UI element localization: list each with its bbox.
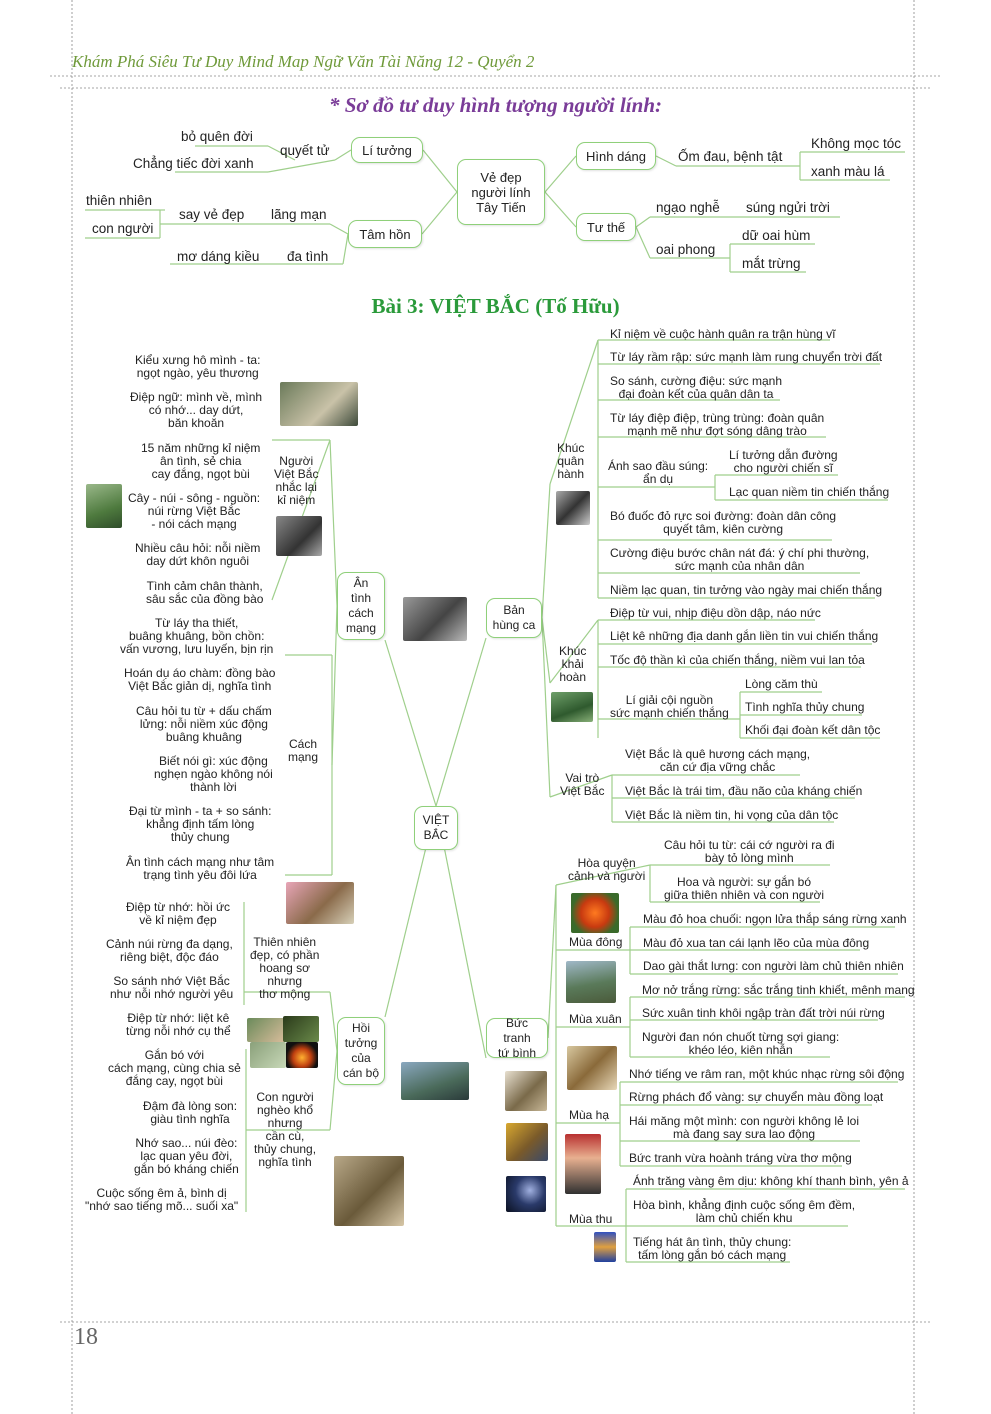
photo-tree <box>283 1016 319 1042</box>
running-header: Khám Phá Siêu Tư Duy Mind Map Ngữ Văn Tài Năng 12 - Quyển 2 <box>72 52 535 71</box>
cn-leaf-1: Gắn bó với cách mạng, cùng chia sẻ đắng cay, ngọt bùi <box>108 1048 241 1088</box>
li-giai-leaf-1: Lòng căm thù <box>745 677 818 691</box>
tu-the-node: Tư thế <box>576 213 636 241</box>
connector-line <box>636 217 650 227</box>
mua-xuan-label: Mùa xuân <box>569 1012 622 1026</box>
photo-landscape <box>401 1062 469 1100</box>
khuc-quan-hanh-label: Khúc quân hành <box>557 441 585 481</box>
da-tinh-label: đa tình <box>287 249 329 264</box>
khuc-khai-hoan-label: Khúc khải hoàn <box>559 644 587 684</box>
cn-leaf-4: Cuộc sống êm ả, bình dị "nhớ sao tiếng mõ... suối xa" <box>85 1186 239 1213</box>
mx-leaf-1: Mơ nở trắng rừng: sắc trắng tinh khiết, mênh mang <box>642 983 915 997</box>
bo-quen-doi-label: bỏ quên đời <box>181 129 253 144</box>
mh-leaf-2: Rừng phách đổ vàng: sự chuyển màu đồng loạt <box>629 1090 884 1104</box>
photo-bushes <box>334 1156 404 1226</box>
photo-fire <box>286 1042 318 1068</box>
connector-line <box>545 156 576 192</box>
photo-red-flower <box>571 893 619 933</box>
kqh-leaf-2: Từ láy rầm rập: sức mạnh làm rung chuyển trời đất <box>610 350 883 364</box>
khong-moc-toc-label: Không mọc tóc <box>811 136 902 151</box>
an-tinh-node: Ân tình cách mạng <box>337 572 385 640</box>
hq-leaf-1: Câu hỏi tu từ: cái cớ người ra đi bày tỏ lòng mình <box>664 838 835 865</box>
connector-line <box>335 150 351 160</box>
vt-leaf-3: Việt Bắc là niềm tin, hi vọng của dân tộc <box>625 808 839 822</box>
kqh-leaf-7: Niềm lạc quan, tin tưởng vào ngày mai chiến thắng <box>610 583 883 597</box>
photo-person <box>565 1134 601 1194</box>
connector-line <box>330 224 348 234</box>
vt-leaf-1: Việt Bắc là quê hương cách mạng, căn cứ địa vững chắc <box>625 747 811 774</box>
connector-line <box>548 885 556 1038</box>
connector-line <box>656 156 676 166</box>
photo-singer <box>594 1232 616 1262</box>
map1-center-node: Vẻ đẹp người lính Tây Tiến <box>457 159 545 225</box>
du-oai-hum-label: dữ oai hùm <box>742 228 811 243</box>
anh-sao-leaf-1: Lí tưởng dẫn đường cho người chiến sĩ <box>729 448 838 475</box>
connector-line <box>330 1051 337 1130</box>
con-nguoi-vb-label: Con người nghèo khổ nhưng cần cù, thủy chung, nghĩa tình <box>254 1090 317 1169</box>
nvb-leaf-5: Nhiều câu hỏi: nỗi niềm day dứt khôn nguôi <box>135 541 261 568</box>
mx-leaf-2: Sức xuân tinh khôi ngập tràn đất trời núi rừng <box>642 1006 885 1020</box>
kkh-leaf-1: Điệp từ vui, nhịp điệu dồn dập, náo nức <box>610 606 821 620</box>
tam-hon-node: Tâm hồn <box>348 220 422 248</box>
md-leaf-1: Màu đỏ hoa chuối: ngọn lửa thắp sáng rừng xanh <box>643 912 907 926</box>
photo-spring-hills <box>566 961 616 1003</box>
hoi-tuong-node: Hồi tưởng của cán bộ <box>337 1017 385 1085</box>
quyet-tu-label: quyết tử <box>280 143 330 158</box>
tn-leaf-2: Cảnh núi rừng đa dạng, riêng biệt, độc đáo <box>106 937 233 964</box>
connector-line <box>422 192 457 234</box>
hoa-quyen-label: Hòa quyện cảnh và người <box>568 856 646 883</box>
anh-sao-label: Ánh sao đầu súng: ẩn dụ <box>608 459 709 486</box>
map1-title: * Sơ đồ tư duy hình tượng người lính: <box>329 93 662 117</box>
mh-leaf-3: Hái măng một mình: con người không lẻ loi mà đang say sưa lao động <box>629 1114 860 1141</box>
thien-nhien-label: thiên nhiên <box>86 193 153 208</box>
tn-leaf-3: So sánh nhớ Việt Bắc như nỗi nhớ người yêu <box>110 974 234 1001</box>
say-ve-dep-label: say vẻ đẹp <box>179 207 245 222</box>
kqh-leaf-1: Kỉ niệm về cuộc hành quân ra trận hùng vĩ <box>610 327 836 341</box>
cm-leaf-2: Hoán dụ áo chàm: đồng bào Việt Bắc giản dị, nghĩa tình <box>124 666 276 693</box>
cach-mang-label: Cách mạng <box>288 737 319 764</box>
connector-line <box>542 484 550 618</box>
vt-leaf-2: Việt Bắc là trái tim, đầu não của kháng chiến <box>625 784 863 798</box>
sung-ngui-troi-label: súng ngửi trời <box>746 200 830 215</box>
tn-leaf-4: Điệp từ nhớ: liệt kê từng nỗi nhớ cụ thể <box>126 1011 231 1038</box>
mua-thu-label: Mùa thu <box>569 1212 613 1226</box>
cn-leaf-2: Đậm đà lòng son: giàu tình nghĩa <box>143 1099 238 1126</box>
mat-trung-label: mắt trừng <box>742 256 801 271</box>
photo-march <box>556 491 590 525</box>
photo-crowd <box>276 516 322 556</box>
kkh-leaf-3: Tốc độ thần kì của chiến thắng, niềm vui lan tỏa <box>610 653 865 667</box>
li-giai-leaf-3: Khối đại đoàn kết dân tộc <box>745 723 881 737</box>
cm-leaf-5: Đại từ mình - ta + so sánh: khẳng định tấm lòng thủy chung <box>129 804 272 844</box>
photo-villagers <box>280 382 358 426</box>
connector-line <box>423 150 457 192</box>
photo-peach-blossom <box>286 882 354 924</box>
map2-center-node: VIỆT BẮC <box>414 806 458 850</box>
anh-sao-leaf-2: Lạc quan niềm tin chiến thắng <box>729 485 890 499</box>
nguoi-vb-label: Người Việt Bắc nhắc lại kỉ niệm <box>274 454 319 507</box>
connector-line <box>436 638 486 806</box>
connector-line <box>385 640 436 806</box>
nvb-leaf-1: Kiểu xưng hô mình - ta: ngọt ngào, yêu thương <box>135 353 261 380</box>
kqh-leaf-5: Bó đuốc đỏ rực soi đường: đoàn dân công quyết tâm, kiên cường <box>610 509 837 536</box>
cm-leaf-1: Từ láy tha thiết, buâng khuâng, bồn chồn: vấn vương, lưu luyến, bịn rịn <box>120 616 274 656</box>
md-leaf-2: Màu đỏ xua tan cái lạnh lẽo của mùa đông <box>643 936 870 950</box>
lang-man-label: lãng mạn <box>271 207 327 222</box>
li-giai-leaf-2: Tình nghĩa thủy chung <box>745 700 865 714</box>
mx-leaf-3: Người đan nón chuốt từng sợi giang: khéo léo, kiên nhẫn <box>642 1030 840 1057</box>
vai-tro-label: Vai trò Việt Bắc <box>560 771 605 798</box>
map2-title: Bài 3: VIỆT BẮC (Tố Hữu) <box>371 294 620 318</box>
mt-leaf-1: Ánh trăng vàng êm dịu: không khí thanh bình, yên ả <box>633 1174 909 1188</box>
connector-line <box>268 160 335 172</box>
nvb-leaf-6: Tình cảm chân thành, sâu sắc của đồng bào <box>146 579 264 606</box>
cm-leaf-6: Ân tình cách mạng như tâm trạng tình yêu đôi lứa <box>126 855 275 882</box>
ban-hung-ca-node: Bản hùng ca <box>486 598 542 638</box>
con-nguoi-label: con người <box>92 221 154 236</box>
oai-phong-label: oai phong <box>656 242 716 257</box>
hq-leaf-2: Hoa và người: sự gắn bó giữa thiên nhiên và con người <box>664 875 825 902</box>
page-number: 18 <box>74 1324 98 1350</box>
connector-line <box>636 227 650 258</box>
connector-line <box>330 992 337 1051</box>
hinh-dang-node: Hình dáng <box>576 142 656 170</box>
photo-moon <box>506 1176 546 1212</box>
mh-leaf-1: Nhớ tiếng ve râm ran, một khúc nhạc rừng sôi động <box>629 1067 905 1081</box>
photo-yellow-forest <box>506 1123 548 1161</box>
kkh-leaf-2: Liệt kê những địa danh gắn liền tin vui chiến thắng <box>610 629 879 643</box>
photo-bamboo <box>505 1071 547 1111</box>
cm-leaf-4: Biết nói gì: xúc động nghẹn ngào không nói thành lời <box>154 754 273 794</box>
mua-ha-label: Mùa hạ <box>569 1108 610 1122</box>
om-dau-label: Ốm đau, bệnh tật <box>678 149 783 164</box>
connector-line <box>545 192 576 227</box>
connector-line <box>542 618 550 797</box>
thien-nhien-vb-label: Thiên nhiên đẹp, có phần hoang sơ nhưng thơ mộng <box>250 935 320 1001</box>
cm-leaf-3: Câu hỏi tu từ + dấu chấm lửng: nỗi niềm xúc động buâng khuâng <box>136 704 272 744</box>
mo-dang-kieu-label: mơ dáng kiều <box>177 249 260 264</box>
chang-tiec-label: Chẳng tiếc đời xanh <box>133 156 254 171</box>
photo-mountain <box>86 484 122 528</box>
nvb-leaf-2: Điệp ngữ: mình về, mình có nhớ... day dứt, băn khoăn <box>130 390 263 430</box>
ngao-nghe-label: ngạo nghễ <box>656 200 720 215</box>
cn-leaf-3: Nhớ sao... núi đèo: lạc quan yêu đời, gắn bó kháng chiến <box>134 1136 239 1176</box>
connector-line <box>330 440 337 606</box>
kqh-leaf-6: Cường điệu bước chân nát đá: ý chí phi thường, sức mạnh của nhân dân <box>610 546 870 573</box>
photo-weaving <box>567 1046 617 1090</box>
kqh-leaf-4: Từ láy điệp điệp, trùng trùng: đoàn quân mạnh mẽ như đợt sóng dâng trào <box>610 411 825 438</box>
mua-dong-label: Mùa đông <box>569 935 623 949</box>
nvb-leaf-4: Cây - núi - sông - nguồn: núi rừng Việt Bắc - nói cách mạng <box>128 491 261 531</box>
xanh-mau-la-label: xanh màu lá <box>811 164 885 179</box>
li-giai-label: Lí giải cội nguồn sức mạnh chiến thắng <box>610 693 729 720</box>
tn-leaf-1: Điệp từ nhớ: hồi ức về kỉ niệm đẹp <box>126 900 230 927</box>
buc-tranh-node: Bức tranh tứ bình <box>486 1018 548 1058</box>
li-tuong-node: Lí tưởng <box>351 137 423 163</box>
md-leaf-3: Dao gài thắt lưng: con người làm chủ thiên nhiên <box>643 959 904 973</box>
photo-forest <box>551 692 593 722</box>
mt-leaf-3: Tiếng hát ân tình, thủy chung: tấm lòng gắn bó cách mạng <box>633 1235 792 1262</box>
nvb-leaf-3: 15 năm những kỉ niệm ân tình, sẻ chia cay đắng, ngọt bùi <box>141 441 261 481</box>
kqh-leaf-3: So sánh, cường điệu: sức mạnh đại đoàn kết của quân dân ta <box>610 374 783 401</box>
mh-leaf-4: Bức tranh vừa hoành tráng vừa thơ mộng <box>629 1151 852 1165</box>
photo-valley <box>250 1042 286 1068</box>
mt-leaf-2: Hòa bình, khẳng định cuộc sống êm đềm, làm chủ chiến khu <box>633 1198 856 1225</box>
photo-soldiers <box>403 597 467 641</box>
